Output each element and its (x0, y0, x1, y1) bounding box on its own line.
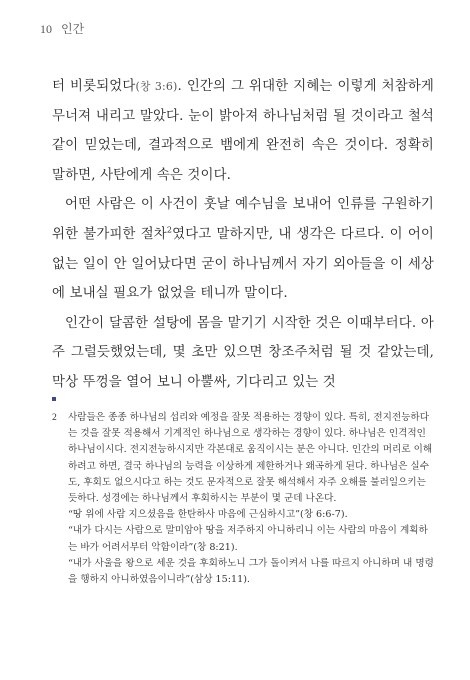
body-text (52, 72, 434, 398)
footnote-paragraph: 사람들은 종종 하나님의 섭리와 예정을 잘못 적용하는 경향이 있다. 특히, 전지전능하다는 것을 잘못 적용해서 기계적인 하나님으로 생각하는 경향이 있다. 하나님은 인격적인 하나님이시다. 전지전능하시지만 각본대로 움직이시는 분은 아니다. 인간의 머리로 이해하려고 하면, 결국 하나님의 능력을 이상하게 제한하거나 왜곡하게 된다. 하나님은 실수도, 후회도 없으시다고 하는 것도 문자적으로 잘못 해석해서 자주 오해를 불러일으키는 듯하다. 성경에는 하나님께서 후회하시는 부분이 몇 군데 나온다. (68, 412, 433, 505)
paragraph-text: . 인간의 그 위대한 지혜는 이렇게 처참하게 무너져 내리고 말았다. 눈이 밝아져 하나님처럼 될 것이라고 철석같이 믿었는데, 결과적으로 뱀에게 완전히 속은 것이다. 정확히 말하면, 사탄에게 속은 것이다. (52, 79, 434, 183)
paragraph-text: 였다고 말하지만, 내 생각은 다르다. 이 어이없는 일이 안 일어났다면 굳이 하나님께서 자기 외아들을 이 세상에 보내실 필요가 없었을 테니까 말이다. (52, 226, 435, 302)
running-title: 인간 (61, 22, 85, 36)
footnote-separator-mark (52, 397, 56, 401)
footnote-quote: “땅 위에 사람 지으셨음을 한탄하사 마음에 근심하시고”(창 6:6-7). (68, 509, 348, 521)
footnote-reference[interactable]: 2 (166, 225, 173, 235)
body-paragraph (52, 72, 434, 190)
footnote-body (68, 410, 436, 588)
footnote-number: 2 (52, 412, 57, 423)
footnote-quote: “내가 사울을 왕으로 세운 것을 후회하노니 그가 돌이켜서 나를 따르지 아니하며 내 명령을 행하지 아니하였음이니라”(삼상 15:11). (68, 557, 434, 586)
paragraph-text: 어떤 사람은 이 사건이 훗날 예수님을 보내어 인류를 구원하기 위한 불가피한 절차 (52, 197, 434, 242)
footnote-quote: “내가 다시는 사람으로 말미암아 땅을 저주하지 아니하리니 이는 사람의 마음이 계획하는 바가 어려서부터 악함이라”(창 8:21). (68, 525, 428, 553)
scripture-reference: (창 3:6) (135, 80, 178, 93)
paragraph-text: 인간이 달콤한 설탕에 몸을 맡기기 시작한 것은 이때부터다. 아주 그럴듯했었는데, 몇 초만 있으면 창조주처럼 될 것 같았는데, 막상 뚜껑을 열어 보니 아뿔싸, 기다리고 있는 것 (52, 315, 434, 390)
page-number: 10 (40, 22, 52, 36)
running-header (40, 20, 84, 37)
body-paragraph (52, 309, 434, 398)
paragraph-text: 터 비롯되었다 (52, 79, 136, 94)
footnote (52, 410, 436, 588)
body-paragraph (52, 190, 434, 308)
